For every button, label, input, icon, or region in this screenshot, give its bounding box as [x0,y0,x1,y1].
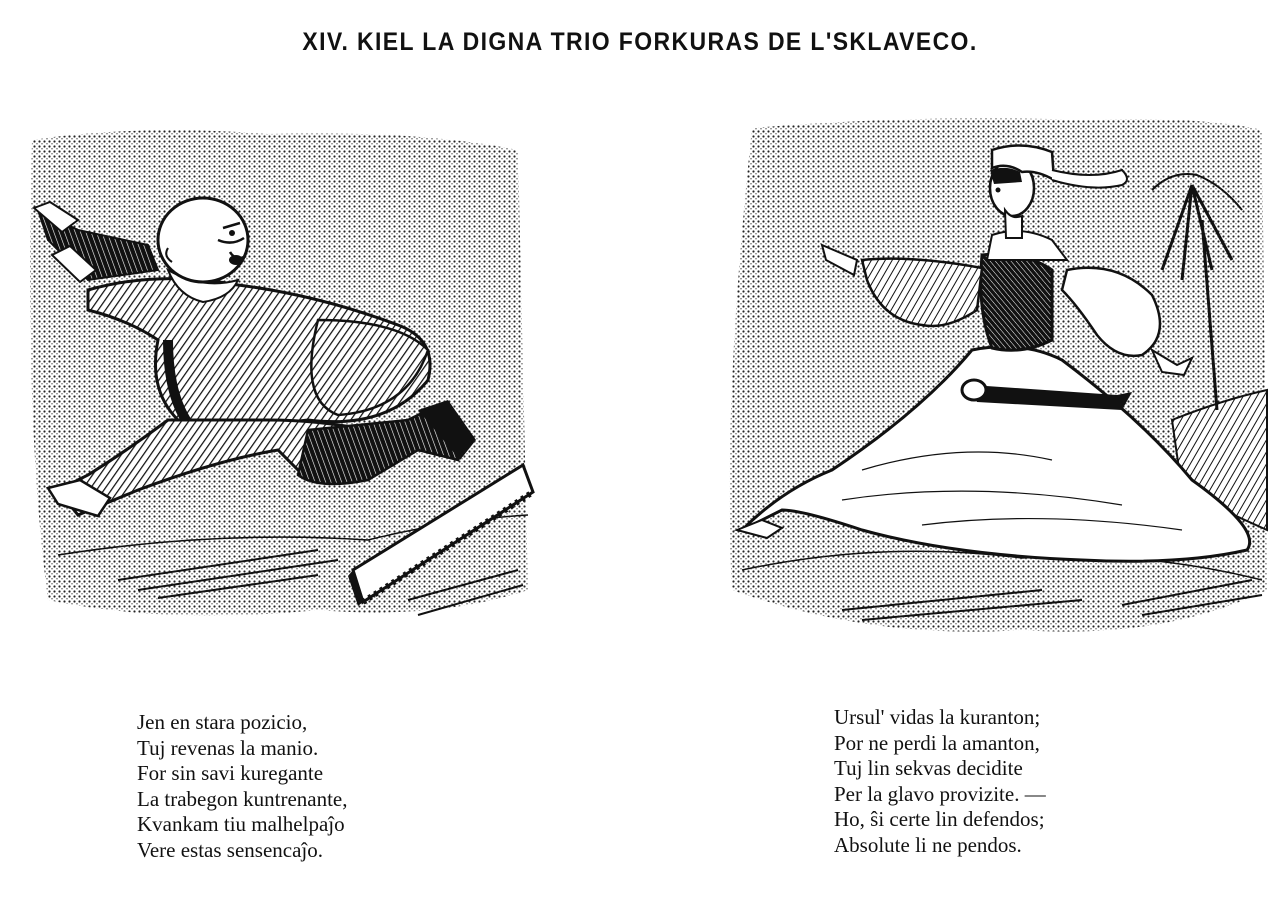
verse-line: Vere estas sensencaĵo. [137,837,324,862]
verse-line: Jen en stara pozicio, [137,710,308,734]
illustration-running-man [18,120,538,630]
verse-line: Tuj revenas la manio. [137,735,319,760]
verse-line: La trabegon kuntrenante, [137,786,348,811]
verse-line: Kvankam tiu malhelpaĵo [137,812,345,837]
verse-line: Ursul' vidas la kuranton; [834,705,1041,729]
verse-left [137,710,348,864]
verse-line: Per la glavo provizite. — [834,781,1046,806]
verse-line: Tuj lin sekvas decidite [834,756,1023,781]
verse-right [834,705,1046,859]
verse-line: Absolute li ne pendos. [834,832,1022,857]
running-woman-drawing [722,110,1270,640]
page-title: XIV. KIEL LA DIGNA TRIO FORKURAS DE L'SKLAVECO. [302,28,978,56]
verse-line: Ho, ŝi certe lin defendos; [834,807,1045,832]
illustration-running-woman [722,110,1270,640]
running-man-drawing [18,120,538,630]
verse-line: Por ne perdi la amanton, [834,730,1040,755]
verse-line: For sin savi kuregante [137,761,324,786]
